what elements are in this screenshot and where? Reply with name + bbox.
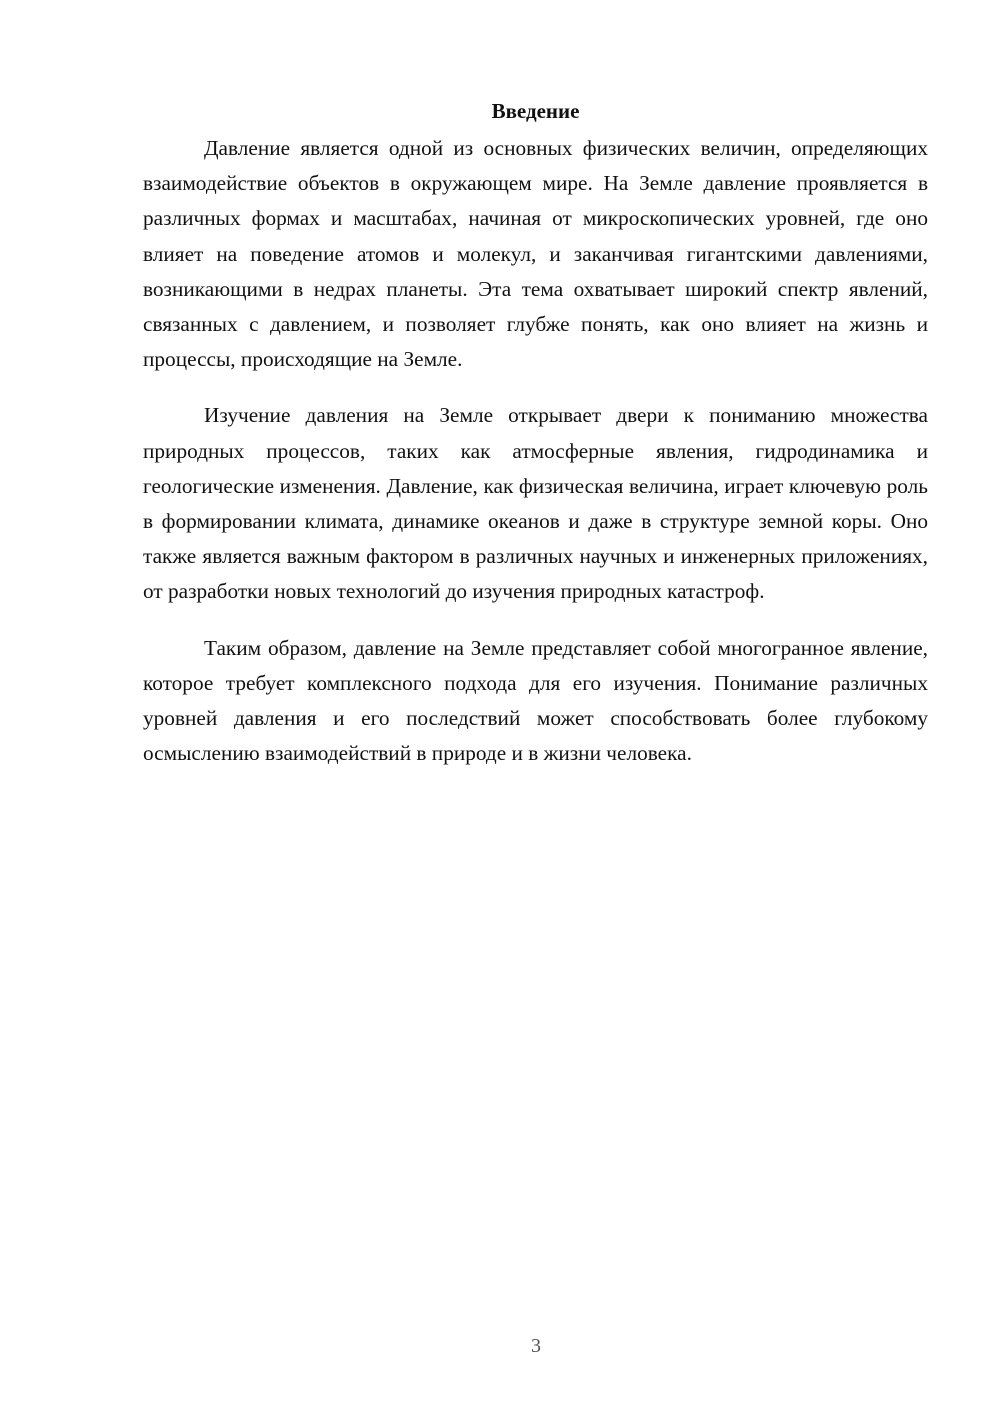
page-number: 3	[531, 1335, 541, 1357]
paragraph-3: Таким образом, давление на Земле представляет собой многогранное явление, которое требует комплексного подхода для его изучения. Понимание различных уровней давления и его последствий может способствовать более глубокому осмыслению взаимодействий в природе и в жизни человека.	[143, 635, 928, 766]
section-title: Введение	[491, 99, 580, 123]
paragraph-2: Изучение давления на Земле открывает двери к пониманию множества природных процессов, таких как атмосферные явления, гидродинамика и геологические изменения. Давление, как физическая величина, играет ключевую роль в формировании климата, динамике океанов и даже в структуре земной коры. Оно также является важным фактором в различных научных и инженерных приложениях, от разработки новых технологий до изучения природных катастроф.	[143, 403, 928, 604]
paragraph-1: Давление является одной из основных физических величин, определяющих взаимодействие объектов в окружающем мире. На Земле давление проявляется в различных формах и масштабах, начиная от микроскопических уровней, где оно влияет на поведение атомов и молекул, и заканчивая гигантскими давлениями, возникающими в недрах планеты. Эта тема охватывает широкий спектр явлений, связанных с давлением, и позволяет глубже понять, как оно влияет на жизнь и процессы, происходящие на Земле.	[143, 136, 928, 372]
page-content	[143, 96, 928, 792]
